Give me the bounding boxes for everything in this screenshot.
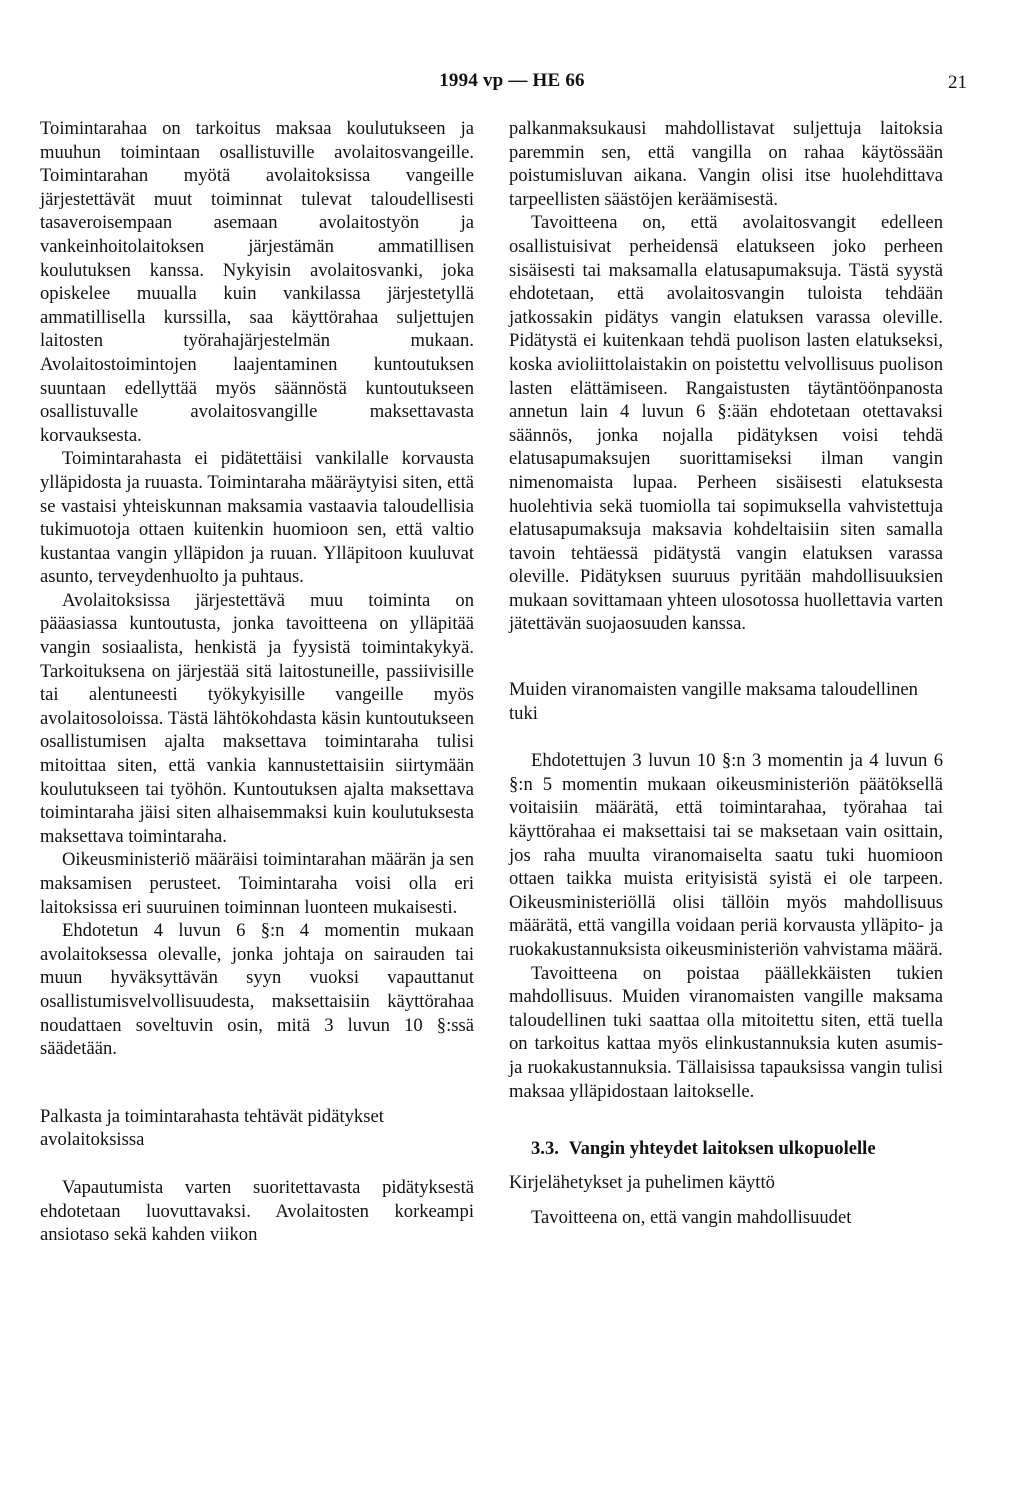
page-number: 21: [948, 72, 967, 93]
paragraph: Tavoitteena on, että avolaitosvangit edelleen osallistuisivat perheidensä elatukseen joko perheen sisäisesti tai maksamalla elatusapumaksuja. Tästä syystä ehdotetaan, että avolaitosvangin tuloista tehdään jatkossakin pidätys vangin elatuksen varassa oleville. Pidätystä ei kuitenkaan tehdä puolison lasten elatukseksi, koska avioliittolaistakin on poistettu velvollisuus puolison lasten elättämiseen. Rangaistusten täytäntöönpanosta annetun lain 4 luvun 6 §:ään ehdotetaan otettavaksi säännös, jonka nojalla pidätyksen voisi tehdä elatusapumaksujen suorittamiseksi ilman vangin nimenomaista lupaa. Perheen sisäisesti elatuksesta huolehtivia sekä tuomiolla tai sopimuksella vahvistettuja elatusapumaksuja maksavia kohdeltaisiin siten samalla tavoin tehtäessä pidätystä vangin elatuksen varassa oleville. Pidätyksen suuruus pyritään mahdollisuuksien mukaan sovittamaan yhteen ulosotossa huollettavia varten jätettävän suojaosuuden kanssa.: [509, 212, 943, 635]
paragraph: palkanmaksukausi mahdollistavat suljettuja laitoksia paremmin sen, että vangilla on rahaa käytössään poistumisluvan aikana. Vangin olisi itse huolehdittava tarpeellisten säästöjen keräämisestä.: [509, 118, 943, 210]
subsection-heading: Palkasta ja toimintarahasta tehtävät pidätykset avolaitoksissa: [40, 1105, 384, 1151]
paragraph: Ehdotettujen 3 luvun 10 §:n 3 momentin ja 4 luvun 6 §:n 5 momentin mukaan oikeusministeriön päätöksellä voitaisiin määrätä, että toimintarahaa, työrahaa tai käyttörahaa ei maksettaisi tai se maksetaan vain osittain, jos raha muulta viranomaiselta saatu tuki huomioon ottaen taikka muista erityisistä syistä ei ole tarpeen. Oikeusministeriöllä olisi tällöin myös mahdollisuus määrätä, että vangilla voidaan periä korvausta ylläpito- ja ruokakustannuksista oikeusministeriön vahvistama määrä.: [509, 750, 943, 960]
paragraph: Toimintarahasta ei pidätettäisi vankilalle korvausta ylläpidosta ja ruuasta. Toimintaraha määräytyisi siten, että se vastaisi yhteiskunnan maksamia vastaavia taloudellisia tukimuotoja ottaen kuitenkin huomioon sen, että valtio kustantaa vangin ylläpidon ja ruuan. Ylläpitoon kuuluvat asunto, terveydenhuolto ja puhtaus.: [40, 448, 474, 588]
section-heading: [509, 1137, 943, 1161]
paragraph: Tavoitteena on poistaa päällekkäisten tukien mahdollisuus. Muiden viranomaisten vangille maksama taloudellinen tuki saattaa olla mitoitettu siten, että tuella on tarkoitus kattaa myös elinkustannuksia kuten asumis- ja ruokakustannuksia. Tällaisissa tapauksissa vangin tulisi maksaa ylläpidostaan laitokselle.: [509, 962, 943, 1102]
subsection-heading: Kirjelähetykset ja puhelimen käyttö: [509, 1171, 775, 1193]
page-header-title: 1994 vp — HE 66: [439, 70, 585, 91]
paragraph: Avolaitoksissa järjestettävä muu toiminta on pääasiassa kuntoutusta, jonka tavoitteena on ylläpitää vangin sosiaalista, henkistä ja fyysistä toimintakykyä. Tarkoituksena on järjestää sitä laitostuneille, passiivisille tai alentuneesti työkykyisille vangeille myös avolaitosoloissa. Tästä lähtökohdasta käsin kuntoutukseen osallistumisen ajalta maksettava toimintaraha tulisi mitoittaa siten, että vankia kannustettaisiin siirtymään koulutukseen tai työhön. Kuntoutuksen ajalta maksettava toimintaraha jäisi siten alhaisemmaksi kuin koulutuksesta maksettava toimintaraha.: [40, 589, 474, 847]
section-number: 3.3.: [531, 1138, 559, 1160]
paragraph: Ehdotetun 4 luvun 6 §:n 4 momentin mukaan avolaitoksessa olevalle, jonka johtaja on sairauden tai muun hyväksyttävän syyn vuoksi vapauttanut osallistumisvelvollisuudesta, maksettaisiin käyttörahaa noudattaen soveltuvin osin, mitä 3 luvun 10 §:ssä säädetään.: [40, 920, 474, 1060]
paragraph: Oikeusministeriö määräisi toimintarahan määrän ja sen maksamisen perusteet. Toimintaraha voisi olla eri laitoksissa eri suuruinen toiminnan luonteen mukaisesti.: [40, 849, 474, 918]
paragraph: Tavoitteena on, että vangin mahdollisuudet: [531, 1207, 852, 1229]
subsection-heading: Muiden viranomaisten vangille maksama taloudellinen tuki: [509, 679, 918, 724]
right-column: [509, 117, 943, 1230]
section-title: Vangin yhteydet laitoksen ulkopuolelle: [568, 1138, 876, 1160]
paragraph: Vapautumista varten suoritettavasta pidätyksestä ehdotetaan luovuttavaksi. Avolaitosten korkeampi ansiotaso sekä kahden viikon: [40, 1176, 474, 1246]
paragraph: Toimintarahaa on tarkoitus maksaa koulutukseen ja muuhun toimintaan osallistuville avolaitosvangeille. Toimintarahan myötä avolaitoksissa vangeille järjestettävät muut toiminnat tulevat taloudellisesti tasaveroisempaan asemaan avolaitostyön ja vankeinhoitolaitoksen järjestämän ammatillisen koulutuksen kanssa. Nykyisin avolaitosvanki, joka opiskelee muualla kuin vankilassa järjestetyllä ammatillisella kurssilla, saa käyttörahaa suljettujen laitosten työrahajärjestelmän mukaan. Avolaitostoimintojen laajentaminen kuntoutuksen suuntaan edellyttää myös säännöstä kuntoutukseen osallistuvalle avolaitosvangille maksettavasta korvauksesta.: [40, 118, 474, 446]
left-column: [40, 117, 474, 1247]
